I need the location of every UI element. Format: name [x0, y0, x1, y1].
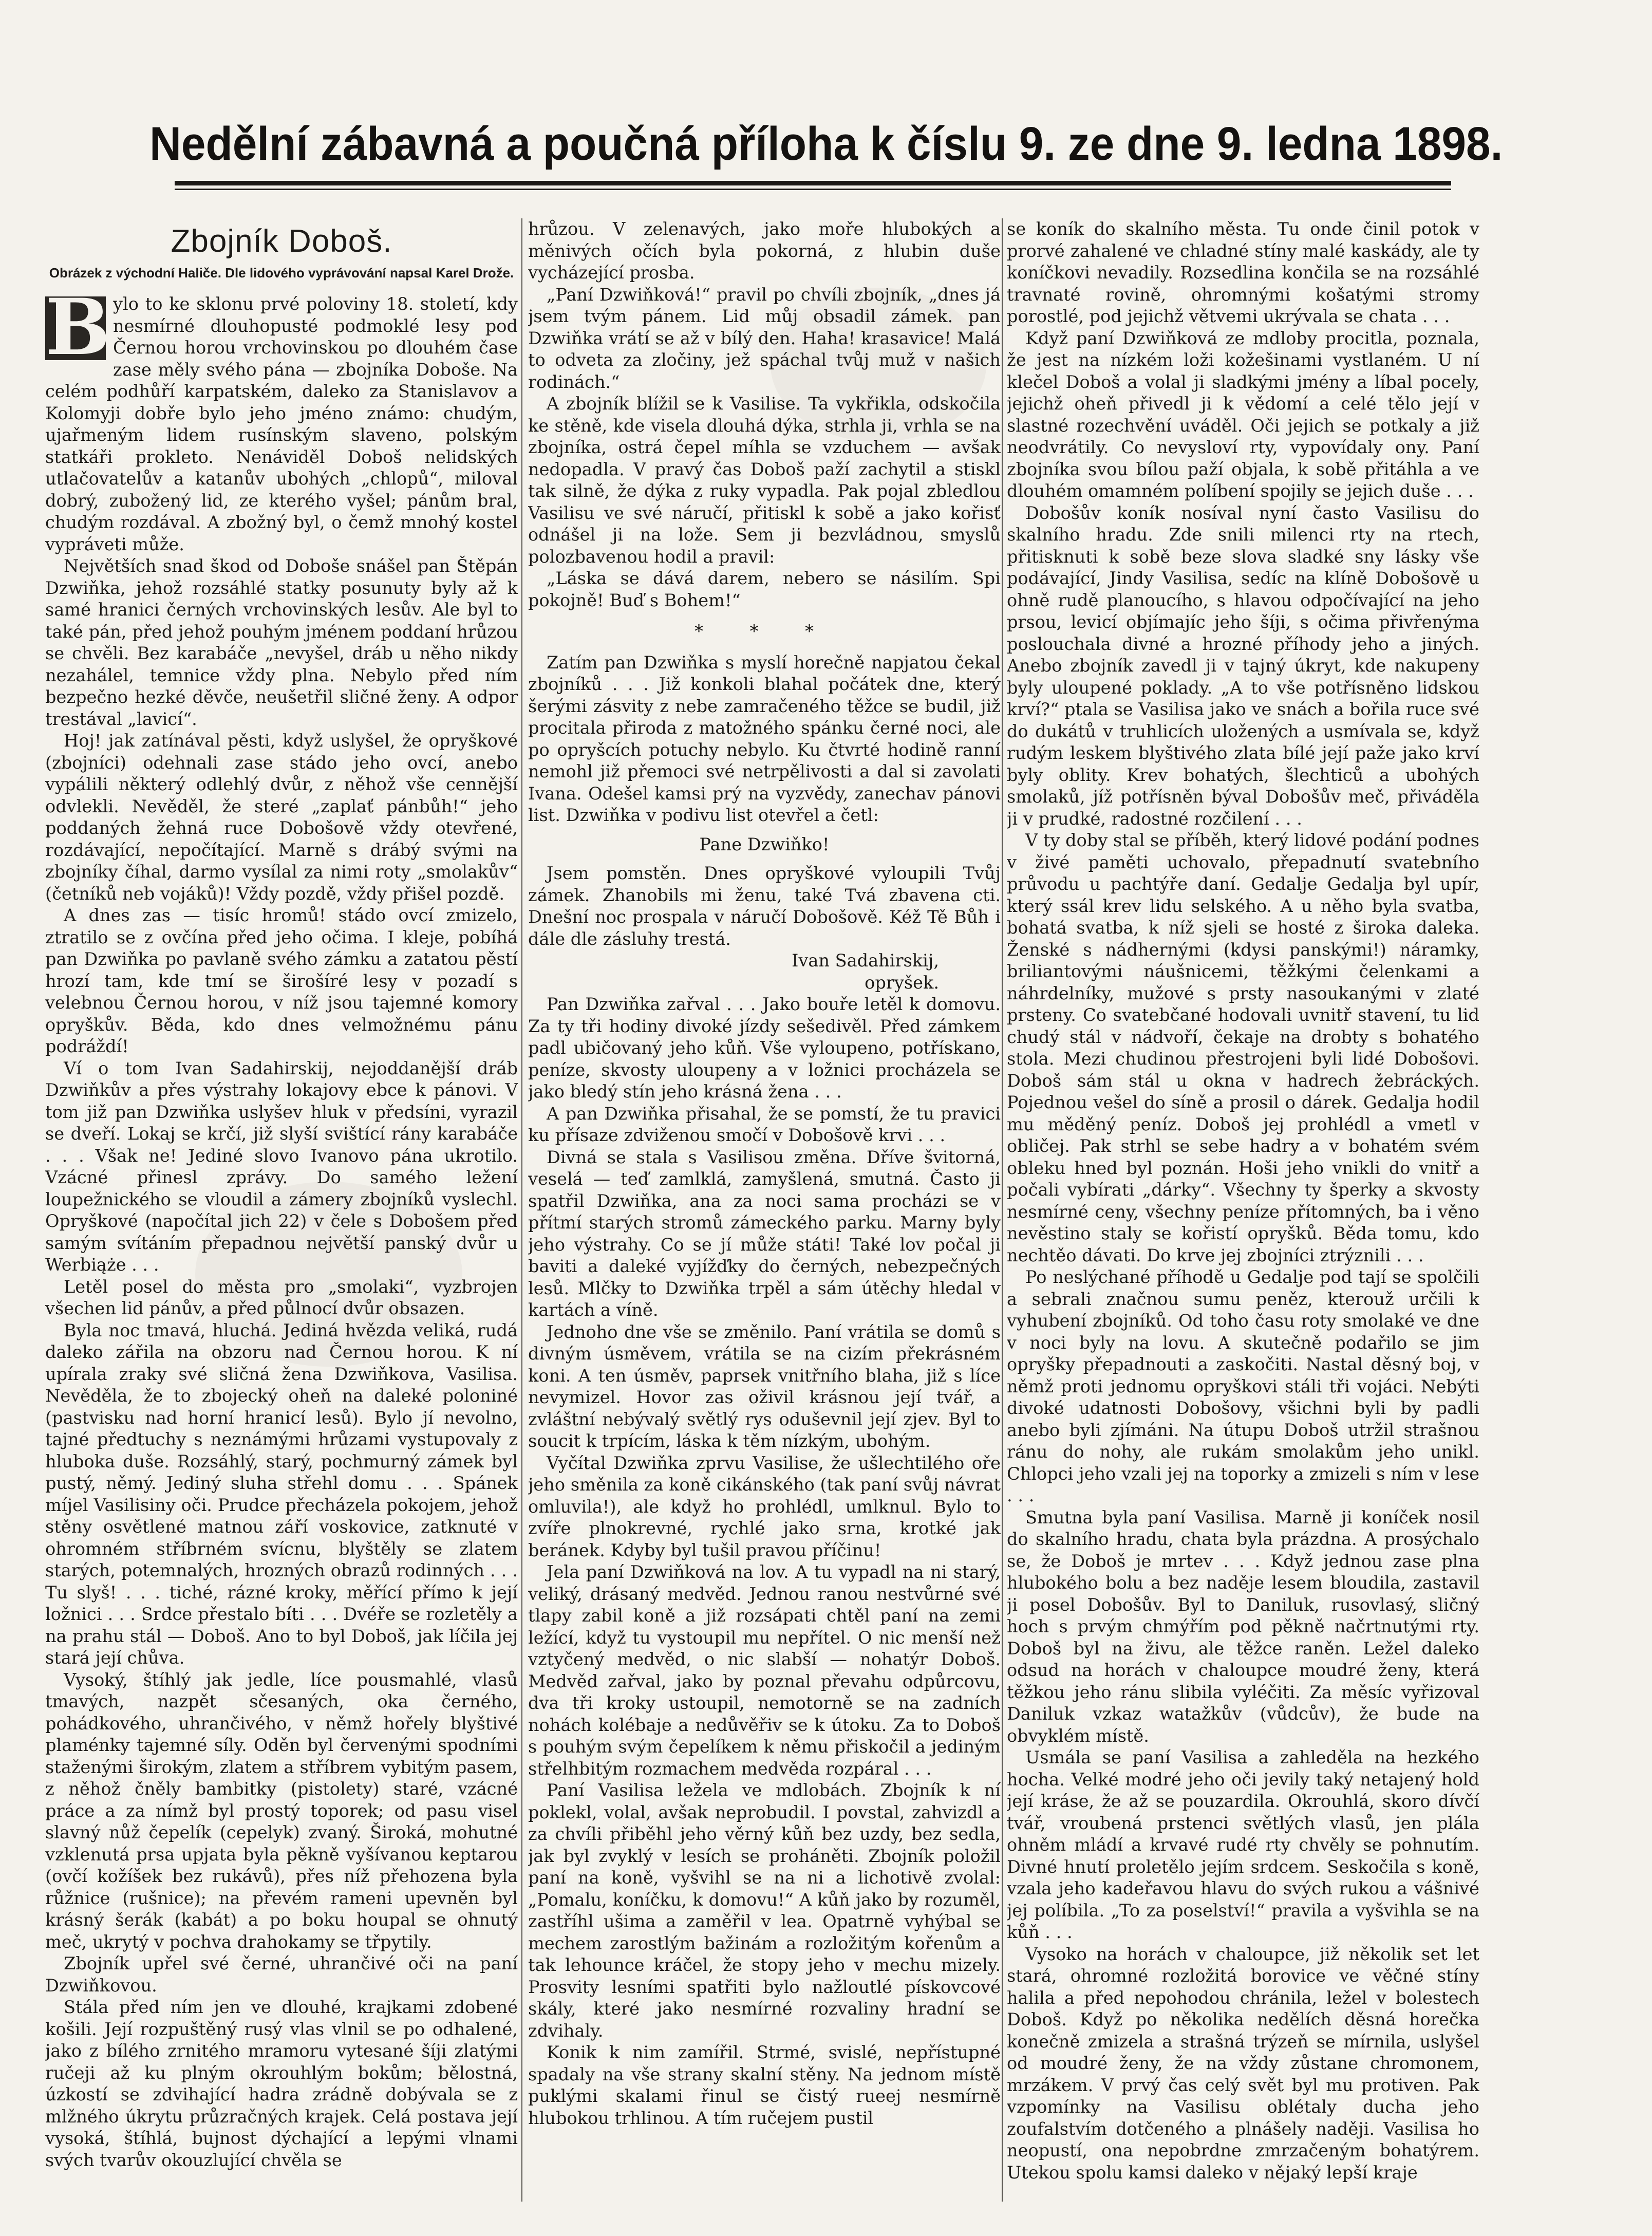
paragraph: Jednoho dne vše se změnilo. Paní vrátila se domů s divným úsměvem, vrátila se na cizím překrásném koni. A ten úsměv, paprsek vnitřního blaha, již s líce nevymizel. Hovor zas oživil krásnou její tvář, a zvláštní nebývalý světlý rys oduševnil její zjev. Byl to soucit k trpícím, láska k těm nízkým, ubohým. [528, 1321, 1001, 1451]
paragraph: V ty doby stal se příběh, který lidové podání podnes v živé paměti uchovalo, přepadnutí svatebního průvodu u pachtýře daní. Gedalje Gedalja byl upír, který ssál krev lidu selského. A u něho byla svatba, bohatá svatba, k níž sjeli se hosté z široka daleka. Ženské s nádhernými (kdysi panskými!) náramky, briliantovými náušnicemi, těžkými čelenkami a náhrdelníky, mužové s prsty nasoukanými v zlaté prsteny. Co svatebčané hodovali uvnitř stavení, tu lid chudý stál v nádvoří, čekaje na drobty s bohatého stola. Mezi chudinou přestrojeni byli lidé Dobošovi. Doboš sám stál u okna v hadrech žebráckých. Pojednou vešel do síně a prosil o dárek. Gedalja hodil mu měděný peníz. Doboš jej prohlédl a vmetl v obličej. Pak strhl se sebe hadry a v bohatém svém obleku hned byl poznán. Hoši jeho vnikli do vnitř a počali vybírati „dárky“. Všechny ty šperky a skvosty nesmírné ceny, všechny peníze přítomných, ba i věno nevěstino staly se kořistí opryšků. Běda tomu, kdo nechtěo dávati. Do krve jej zbojníci ztrýznili . . . [1007, 830, 1479, 1265]
letter-signature: Ivan Sadahirskij, [792, 951, 939, 971]
paragraph: Vyčítal Dzwiňka zprvu Vasilise, že ušlechtilého oře jeho směnila za koně cikánského (tak paní svůj návrat omluvila!), ale když ho prohlédl, umlknul. Bylo to zvíře plnokrevné, rychlé jako srna, krotké jak beránek. Kdyby byl tušil pravou příčinu! [528, 1452, 1001, 1560]
story-title: Zbojník Doboš. [171, 223, 392, 259]
paragraph: A pan Dzwiňka přisahal, že se pomstí, že tu pravici ku přísaze zdviženou smočí v Dobošově krvi . . . [528, 1103, 1001, 1145]
column-1 [45, 218, 518, 2202]
header-rule [175, 181, 1451, 185]
paragraph: B ylo to ke sklonu prvé poloviny 18. století, kdy nesmírné dlouhopusté podmoklé lesy pod Černou horou vrchovinskou po dlouhém čase zase měly svého pána — zbojníka Doboše. Na celém podhůří karpatském, daleko za Stanislavov a Kolomyji dobře bylo jeho jméno známo: chudým, ujařmeným lidem rusínským slaveno, polským statkáři prokleto. Nenáviděl Doboš nelidských utlačovatelův a katanův ubohých „chlopů“, miloval dobrý, zubožený lid, ze kterého vyšel; pánům bral, chudým rozdával. A zbožný byl, o čemž mnohý kostel vypráveti může. [45, 282, 518, 554]
paragraph: Usmála se paní Vasilisa a zahleděla na hezkého hocha. Velké modré jeho oči jevily taký netajený hold její kráse, že až se pouzardila. Okrouhlá, skoro dívčí tvář, vroubená prstenci světlých vlasů, jen plála ohněm mládí a krvavé rudé rty chvěly se pohnutím. Divné hnutí proletělo jejím srdcem. Seskočila s koně, vzala jeho kadeřavou hlavu do svých rukou a vášnivé jej políbila. „To za poselství!“ pravila a vyšvihla se na kůň . . . [1007, 1747, 1479, 1942]
header-rule-thin [175, 189, 1451, 190]
column-divider [521, 218, 522, 2202]
paragraph: A dnes zas — tisíc hromů! stádo ovcí zmizelo, ztratilo se z ovčína před jeho očima. I kleje, pobíhá pan Dzwiňka po pavlaně svého zámku a zatatou pěstí hrozí tam, kde tmí se širošíré lesy v pozadí s velebnou Černou horou, v níž jsou tajemné komory opryškův. Běda, kdo dnes velmožnému pánu podráždí! [45, 905, 518, 1056]
paragraph: se koník do skalního města. Tu onde činil potok v prorvé zahalené ve chladné stíny malé kaskády, ale ty koníčkovi nevadily. Rozsedlina končila se na rozsáhlé travnaté rovině, ohromnými košatými stromy porostlé, pod jejichž větvemi ukrývala se chata . . . [1007, 219, 1479, 326]
paragraph: Vysoký, štíhlý jak jedle, líce pousmahlé, vlasů tmavých, nazpět sčesaných, oka černého, pohádkového, uhrančivého, v němž hořely blyštivé plaménky tajemné síly. Oděn byl červenými spodními staženými širokým, zlatem a stříbrem vybitým pasem, z něhož čněly bambitky (pistolety) staré, vzácné práce a za nímž byl prostý toporek; od pasu visel slavný nůž čepelík (cepelyk) zvaný. Široká, mohutné vzklenutá prsa upjata byla pěkně vyšívanou keptarou (ovčí kožíšek bez rukávů), přes níž přehozena byla růžnice (rušnice); na převém rameni upevněn byl krásný šerák (kabát) a po boku houpal se ohnutý meč, ukrytý v pochva drahokamy se třpytily. [45, 1669, 518, 1952]
supplement-title: Nedělní zábavná a poučná příloha k číslu 9. ze dne 9. ledna 1898. [149, 117, 1503, 170]
letter-body: Jsem pomstěn. Dnes opryškové vyloupili Tvůj zámek. Zhanobils mi ženu, také Tvá zbavena cti. Dnešní noc prospala v náručí Dobošově. Kéž Tě Bůh i dále dle zásluhy trestá. [528, 863, 1001, 949]
paragraph: Když paní Dzwiňková ze mdloby procitla, poznala, že jest na nízkém loži kožešinami vystlaném. U ní klečel Doboš a volal ji sladkými jmény a líbal pocely, jejichž oheň přivedl ji k vědomí a celé tělo její v slastné rozechvění uváděl. Oči jejich se potkaly a již neodvrátily. Co nevysloví rty, vypovídaly ony. Paní zbojníka svou bílou paží objala, k sobě přitáhla a ve dlouhém omamném políbení spojily se jejich duše . . . [1007, 328, 1479, 501]
letter-salutation: Pane Dzwiňko! [699, 834, 830, 854]
paragraph: Po neslýchané příhodě u Gedalje pod tají se spolčili a sebrali značnou sumu peněz, kterouž určili k vyhubení zbojníků. Od toho času roty smolaké ve dne v noci byly na lovu. A skutečně podařilo se jim opryšky přepadnouti a zaskočiti. Nastal děsný boj, v němž proti jednomu opryškovi stáli tři vojáci. Nebýti divoké udatnosti Dobošovy, všichni byli by padli anebo byli zjímáni. Na útupu Doboš utržil strašnou ránu do nohy, ale rukám smolakům jeho unikl. Chlopci jeho vzali jej na toporky a zmizeli s ním v lese . . . [1007, 1267, 1479, 1505]
column-2 [528, 218, 1001, 2202]
paragraph: Byla noc tmavá, hluchá. Jediná hvězda veliká, rudá daleko zářila na obzoru nad Černou horou. K ní upírala zraky své sličná žena Dzwiňkova, Vasilisa. Nevěděla, že to zbojecký oheň na daleké poloniné (pastvisku nad horní hranicí lesů). Bylo jí nevolno, tajné předtuchy s neznámými hrůzami vystupovaly z hlubokа duše. Rozsáhlý, starý, pochmurný zámek byl pustý, němý. Jediný sluha střehl domu . . . Spánek míjel Vasilisiny oči. Prudce přecházela pokojem, jehož stěny osvětlené matnou září voskovice, zatknuté v ohromném stříbrném svícnu, blyštěly se zlatem starých, potemnalých, hrozných obrazů rodinných . . . Tu slyš! . . . tiché, rázné kroky, měřící přímo k její ložnici . . . Srdce přestalo bíti . . . Dvéře se rozletěly a na prahu stál — Doboš. Ano to byl Doboš, jak líčila jej stará její chůva. [45, 1320, 518, 1668]
paragraph: Největších snad škod od Doboše snášel pan Štěpán Dzwiňka, jehož rozsáhlé statky posunuty byly až k samé hranici černých vrchovinských lesův. Ale byl to také pán, před jehož pouhým jménem poddaní hrůzou se chvěli. Bez karabáče „nevyšel, dráb u něho nikdy nezahálel, temnice vždy plna. Nebylo před ním bezpečno hezké děvče, neušetřil sličné ženy. A odpor trestával „lavicí“. [45, 556, 518, 729]
paragraph: Jela paní Dzwiňková na lov. A tu vypadl na ni starý, veliký, drásaný medvěd. Jednou ranou nestvůrné své tlapy zabil koně a již rozsápati chtěl paní na zemi ležící, když tu vystoupil mu nepřítel. O nic menší než vztyčený medvěd, o nic slabší — nohatýr Doboš. Medvěd zařval, jako by poznal převahu odpůrcovu, dva tři kroky ustoupil, nemotorně se na zadních nohách kolébaje a nedůvěřiv se k útoku. Za to Doboš s pouhým svým čepelíkem k němu přiskočil a jediným střelhbitým rozmachem medvěda rozpáral . . . [528, 1562, 1001, 1779]
paragraph: Dobošův koník nosíval nyní často Vasilisu do skalního hradu. Zde snili milenci rty na rtech, přitisknuti k sobě beze slova sladké sny lásky vše podávající, Jindy Vasilisa, sedíc na klíně Dobošově u ohně rudě planoucího, s hlavou odpočívající na jeho prsou, levicí objímajíc jeho šíji, s očima přivřenýma poslouchala divné a hrozné příhody jeho a jiných. Anebo zbojník zavedl ji v tajný úkryt, kde nakupeny byly uloupené poklady. „A to vše potřísněno lidskou krví?“ ptala se Vasilisa jako ve snách a bořila ruce své do dukátů v truhlicích uložených a usmívala se, když rudým leskem blyštivého zlata bílé její paže jako krví byly oblity. Krev bohatých, šlechticů a ubohých smolaků, jíž potřísněn býval Dobošův meč, přiváděla ji v prudké, radostné rozčilení . . . [1007, 502, 1479, 829]
paragraph: Vysoko na horách v chaloupce, již několik set let stará, ohromné rozložitá borovice ve věčné stíny halila a před nepohodou chránila, ležel v bolestech Doboš. Když po několika nedělích děsná horečka konečně zmizela a strašná trýzeň se mírnila, uslyšel od moudré ženy, že na vždy zůstane chromonem, mrzákem. V prvý čas celý svět byl mu protiven. Pak vzpomínky na Vasilisu oblétaly ducha jeho zoufalstvím dotčeného a plnášely naději. Vasilisa ho neopustí, ona nepobrdne zmrzačeným bohatýrem. Utekou spolu kamsi daleko v nějaký lepší kraje [1007, 1944, 1479, 2183]
section-separator: * * * [694, 621, 834, 641]
column-divider [1002, 218, 1003, 2202]
paragraph: Pan Dzwiňka zařval . . . Jako bouře letěl k domovu. Za ty tři hodiny divoké jízdy sešedivěl. Před zámkem padl ubičovaný jeho kůň. Vše vyloupeno, potřískano, peníze, skvosty uloupeny a v ložnici procházela se jako bledý stín jeho krásná žena . . . [528, 994, 1001, 1102]
paragraph: Stála před ním jen ve dlouhé, krajkami zdobené košili. Její rozpuštěný rusý vlas vlnil se po odhalené, jako z bílého zrnitého mramoru vytesané šíji zlatými ručeji až ku plným okrouhlým bokům; bělostná, úzkostí se zdvihající hadra zrádně dobývala se z mlžného úkrytu průzračných krajek. Celá postava její vysoká, štíhlá, bujnost dýchající a lepými vlnami svých tvarův okouzlující chvěla se [45, 1997, 518, 2170]
paragraph: Paní Vasilisa ležela ve mdlobách. Zbojník k ní poklekl, volal, avšak neprobudil. I povstal, zahvizdl a za chvíli přiběhl jeho věrný kůň bez uzdy, bez sedla, jak byl zvyklý v lesích se proháněti. Zbojník položil paní na koně, vyšvihl se na ni a lichotivě zvolal: „Pomalu, koníčku, k domovu!“ A kůň jako by rozuměl, zastříhl ušima a zaměřil v lea. Opatrně vyhýbal se mechem zarostlým bažinám a rozložitým kořenům a tak lehounce kráčel, že stopy jeho v mechu mizely. Prosvity lesními spatřiti bylo nažloutlé pískovcové skály, které jako nesmírné rozvaliny hradní se zdvihaly. [528, 1780, 1001, 2041]
story-subtitle: Obrázek z východní Haliče. Dle lidového vyprávování napsal Karel Drože. [49, 265, 514, 281]
paragraph: Divná se stala s Vasilisou změna. Dříve švitorná, veselá — teď zamlklá, zamyšlená, smutná. Často ji spatřil Dzwiňka, ana za noci sama procházi se v přítmí starých stromů zámeckého parku. Marny byly jeho výstrahy. Co se jí může státi! Také lov počal ji baviti a daleké vyjížďky do černých, nebezpečných lesů. Mlčky to Dzwiňka trpěl a sám útěchy hledal v kartách a víně. [528, 1147, 1001, 1320]
letter-signature-title: opryšek. [865, 972, 939, 993]
paragraph: Zatím pan Dzwiňka s myslí horečně napjatou čekal zbojníků . . . Již konkoli blahal počátek dne, který šerými zásvity z nebe zamračeného těžce se budil, již procitala přiroda z matožného spánku černé noci, ale po opryšcích potuchy nebylo. Ku čtvrté hodině ranní nemohl již přemoci své netrpělivosti a dal si zavolati Ivana. Odešel kamsi prý na vyzvědy, zanechav pánovi list. Dzwiňka v podivu list otevřel a četl: [528, 652, 1001, 825]
paragraph: A zbojník blížil se k Vasilise. Ta vykřikla, odskočila ke stěně, kde visela dlouhá dýka, strhla ji, vrhla se na zbojníka, ostrá čepel míhla se vzduchem — avšak nedopadla. V pravý čas Doboš paží zachytil a stiskl tak silně, že dýka z ruky vypadla. Pak pojal zbledlou Vasilisu ve své náručí, přitiskl k sobě a jako kořisť odnášel ji na lože. Sem ji bezvládnou, smyslů polozbavenou hodil a pravil: [528, 394, 1001, 567]
paragraph: „Láska se dává darem, nebero se násilím. Spi pokojně! Buď s Bohem!“ [528, 568, 1001, 610]
paragraph: Smutna byla paní Vasilisa. Marně ji koníček nosil do skalního hradu, chata byla prázdna. A prosýchalo se, že Doboš je mrtev . . . Když jednou zase plna hlubokého bolu a bez naděje lesem bloudila, zastavil ji posel Dobošův. Byl to Daniluk, rusovlasý, sličný hoch s prvým chmýřím pod pěkně načrtnutými rty. Doboš byl na živu, ale těžce raněn. Ležel daleko odsud na horách v chaloupce moudré ženy, která těžkou jeho ránu slibila vyléčiti. Za měsíc vyřizoval Daniluk vzkaz watažkův (vůdcův), že bude na obvyklém místě. [1007, 1507, 1479, 1746]
masthead [108, 105, 1544, 182]
drop-cap: B [45, 282, 110, 372]
paragraph: Hoj! jak zatínával pěsti, když uslyšel, že opryškové (zbojníci) odehnali zase stádo jeho ovcí, anebo vypálili některý odlehlý dvůr, z něhož vše cennější odvlekli. Nevěděl, že steré „zaplať pánbůh!“ jeho poddaných žehná ruce Dobošově vždy otevřené, rozdávající, nepočítající. Marně s drábý svými na zbojníky číhal, darmo vysílal za nimi roty „smolakův“ (četníků neb vojáků)! Vždy pozdě, vždy přišel pozdě. [45, 731, 518, 904]
paragraph: Konik k nim zamířil. Strmé, svislé, nepřístupné spadaly na vše strany skalní stěny. Na jednom místě puklými skalami řinul se čistý rueej nesmírně hlubokou trhlinou. A tím ručejem pustil [528, 2042, 1001, 2128]
paragraph: Ví o tom Ivan Sadahirskij, nejoddanější dráb Dzwiňkův a přes výstrahy lokajovy ebce k pánovi. V tom již pan Dzwiňka uslyšev hluk v předsíni, vyrazil se dveří. Lokaj se krčí, již slyší svištící rány karabáče . . . Však ne! Jediné slovo Ivanovo pána ukrotilo. Vzácné přinesl zprávy. Do samého ležení loupežnického se vloudil a zámery zbojníků vyslechl. Opryškové (napočítal jich 22) v čele s Dobošem před samým svítáním přepadnou největší panský dvůr u Werbiąże . . . [45, 1058, 518, 1275]
column-3 [1007, 218, 1479, 2202]
paragraph: hrůzou. V zelenavých, jako moře hlubokých a měnivých očích byla pokorná, z hlubin duše vycházející prosba. [528, 219, 1001, 283]
paragraph: „Paní Dzwiňková!“ pravil po chvíli zbojník, „dnes já jsem tvým pánem. Lid můj obsadil zámek. pan Dzwiňka vrátí se až v bílý den. Haha! krasavice! Malá to odveta za zločiny, jež spáchal tvůj muž v našich rodinách.“ [528, 284, 1001, 392]
paragraph: Letěl posel do města pro „smolaki“, vyzbrojen všechen lid pánův, a před půlnocí dvůr obsazen. [45, 1276, 518, 1318]
paragraph: Zbojník upřel své černé, uhrančivé oči na paní Dzwiňkovou. [45, 1953, 518, 1996]
